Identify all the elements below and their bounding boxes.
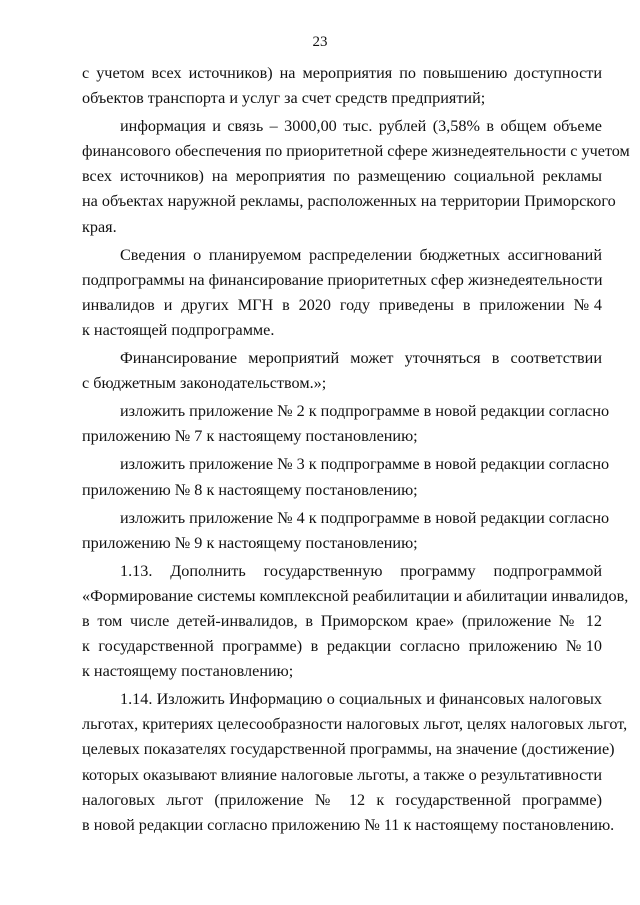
text-line: с бюджетным законодательством.»; [82,374,327,393]
text-line: с учетом всех источников) на мероприятия по повышению доступности [82,64,602,82]
text-line: в новой редакции согласно приложению № 11 к настоящему постановлению. [82,815,615,834]
text-line: информация и связь – 3000,00 тыс. рублей (3,58% в общем объеме [120,117,602,136]
paragraph [82,559,629,684]
text-line: которых оказывают влияние налоговые льготы, а также о результативности [82,765,602,784]
text-line: всех источников) на мероприятия по размещению социальной рекламы [82,167,602,186]
text-line: на объектах наружной рекламы, расположенных на территории Приморского [82,192,616,211]
text-line: в том числе детей-инвалидов, в Приморском крае» (приложение № 12 [82,611,602,630]
paragraph [82,506,610,556]
paragraph [82,687,628,838]
text-line: Финансирование мероприятий может уточняться в соответствии [120,349,602,368]
text-line: финансового обеспечения по приоритетной сфере жизнедеятельности с учетом [82,142,630,161]
page-number: 23 [312,34,328,50]
text-line: приложению № 9 к настоящему постановлению; [82,533,418,552]
paragraph [82,114,630,239]
paragraph [82,452,610,502]
paragraph [82,243,602,343]
text-line: подпрограммы на финансирование приоритетных сфер жизнедеятельности [82,270,603,289]
text-line: к настоящему постановлению; [82,662,294,681]
paragraph [82,399,610,449]
text-line: изложить приложение № 3 к подпрограмме в новой редакции согласно [120,455,610,474]
text-line: 1.14. Изложить Информацию о социальных и финансовых налоговых [120,690,602,709]
text-line: изложить приложение № 4 к подпрограмме в новой редакции согласно [120,508,610,527]
text-line: к государственной программе) в редакции согласно приложению №10 [82,637,602,656]
text-line: приложению № 8 к настоящему постановлению; [82,480,418,499]
paragraph [82,61,602,111]
text-line: изложить приложение № 2 к подпрограмме в новой редакции согласно [120,402,610,421]
text-line: к настоящей подпрограмме. [82,320,275,339]
text-line: инвалидов и других МГН в 2020 году приведены в приложении №4 [82,295,602,314]
text-line: льготах, критериях целесообразности налоговых льгот, целях налоговых льгот, [82,715,628,734]
document-body [82,61,630,838]
text-line: объектов транспорта и услуг за счет средств предприятий; [82,89,486,108]
text-line: приложению № 7 к настоящему постановлению; [82,427,418,446]
text-line: целевых показателях государственной программы, на значение (достижение) [82,740,615,759]
text-line: края. [82,217,117,236]
paragraph [82,346,602,396]
text-line: налоговых льгот (приложение № 12 к государственной программе) [82,790,602,809]
text-line: Сведения о планируемом распределении бюджетных ассигнований [120,245,602,264]
text-line: 1.13. Дополнить государственную программу подпрограммой [120,561,602,580]
text-line: «Формирование системы комплексной реабилитации и абилитации инвалидов, [82,586,629,605]
